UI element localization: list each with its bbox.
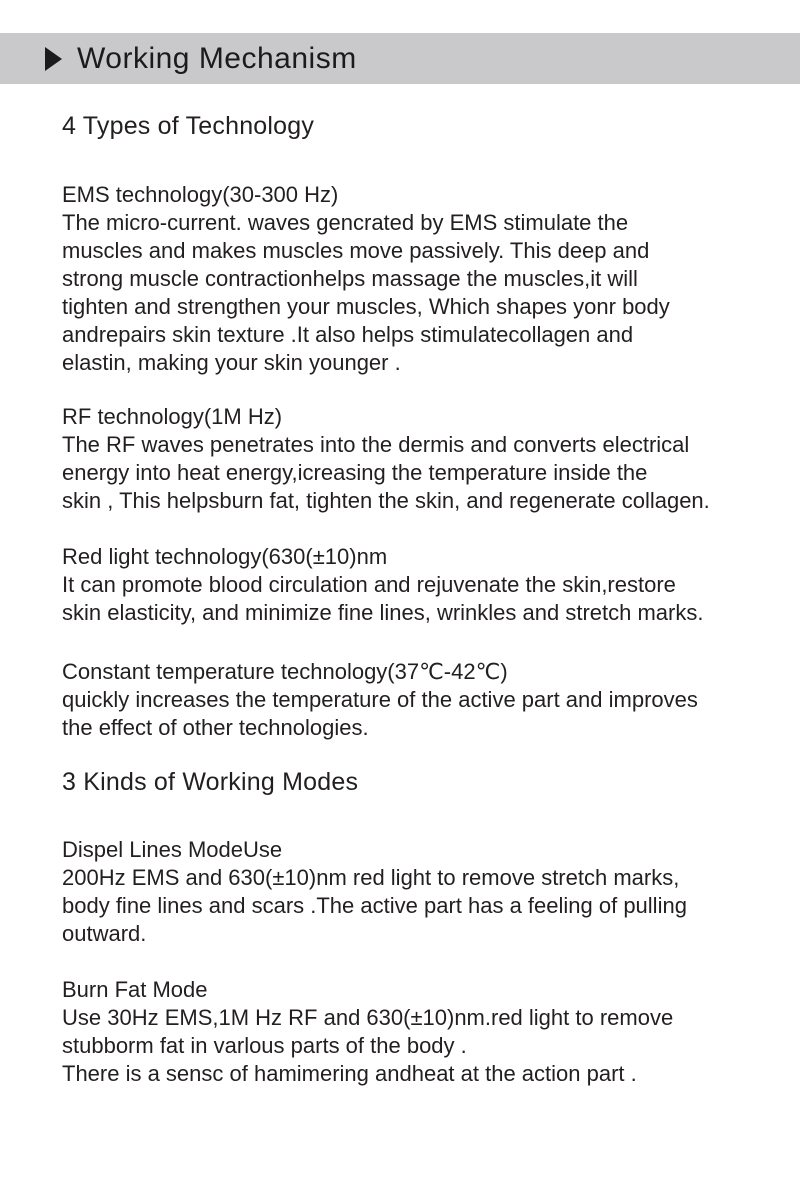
page-title: Working Mechanism: [77, 41, 357, 75]
paragraph-title: EMS technology(30-300 Hz): [62, 182, 339, 207]
paragraph-line: energy into heat energy,icreasing the temperature inside the: [62, 460, 648, 485]
paragraph-line: stubborm fat in varlous parts of the body .: [62, 1033, 467, 1058]
paragraph-line: body fine lines and scars .The active part has a feeling of pulling: [62, 893, 687, 918]
paragraph-rf-technology: [62, 403, 782, 515]
paragraph-line: the effect of other technologies.: [62, 715, 369, 740]
paragraph-line: The micro-current. waves gencrated by EMS stimulate the: [62, 210, 629, 235]
paragraph-line: 200Hz EMS and 630(±10)nm red light to remove stretch marks,: [62, 865, 680, 890]
paragraph-line: quickly increases the temperature of the active part and improves: [62, 687, 698, 712]
heading-kinds-of-working-modes: 3 Kinds of Working Modes: [62, 768, 359, 796]
paragraph-line: Use 30Hz EMS,1M Hz RF and 630(±10)nm.red light to remove: [62, 1005, 674, 1030]
paragraph-burn-fat-mode: [62, 976, 782, 1088]
paragraph-constant-temperature-technology: [62, 658, 782, 742]
paragraph-ems-technology: [62, 181, 782, 377]
paragraph-title: Constant temperature technology(37℃-42℃): [62, 659, 508, 684]
paragraph-line: tighten and strengthen your muscles, Which shapes yonr body: [62, 294, 670, 319]
paragraph-title: Dispel Lines ModeUse: [62, 837, 283, 862]
paragraph-line: elastin, making your skin younger .: [62, 350, 401, 375]
paragraph-line: There is a sensc of hamimering andheat at the action part .: [62, 1061, 637, 1086]
paragraph-dispel-lines-mode: [62, 836, 782, 948]
paragraph-line: outward.: [62, 921, 147, 946]
paragraph-line: It can promote blood circulation and rejuvenate the skin,restore: [62, 572, 676, 597]
paragraph-line: skin elasticity, and minimize fine lines, wrinkles and stretch marks.: [62, 600, 704, 625]
paragraph-title: Red light technology(630(±10)nm: [62, 544, 388, 569]
paragraph-line: The RF waves penetrates into the dermis and converts electrical: [62, 432, 690, 457]
paragraph-line: skin , This helpsburn fat, tighten the skin, and regenerate collagen.: [62, 488, 710, 513]
paragraph-red-light-technology: [62, 543, 782, 627]
heading-types-of-technology: 4 Types of Technology: [62, 112, 315, 140]
play-arrow-icon: [45, 47, 62, 71]
paragraph-title: Burn Fat Mode: [62, 977, 208, 1002]
paragraph-title: RF technology(1M Hz): [62, 404, 283, 429]
paragraph-line: andrepairs skin texture .It also helps stimulatecollagen and: [62, 322, 634, 347]
paragraph-line: strong muscle contractionhelps massage the muscles,it will: [62, 266, 638, 291]
section-header-bar: [0, 33, 800, 84]
paragraph-line: muscles and makes muscles move passively. This deep and: [62, 238, 650, 263]
